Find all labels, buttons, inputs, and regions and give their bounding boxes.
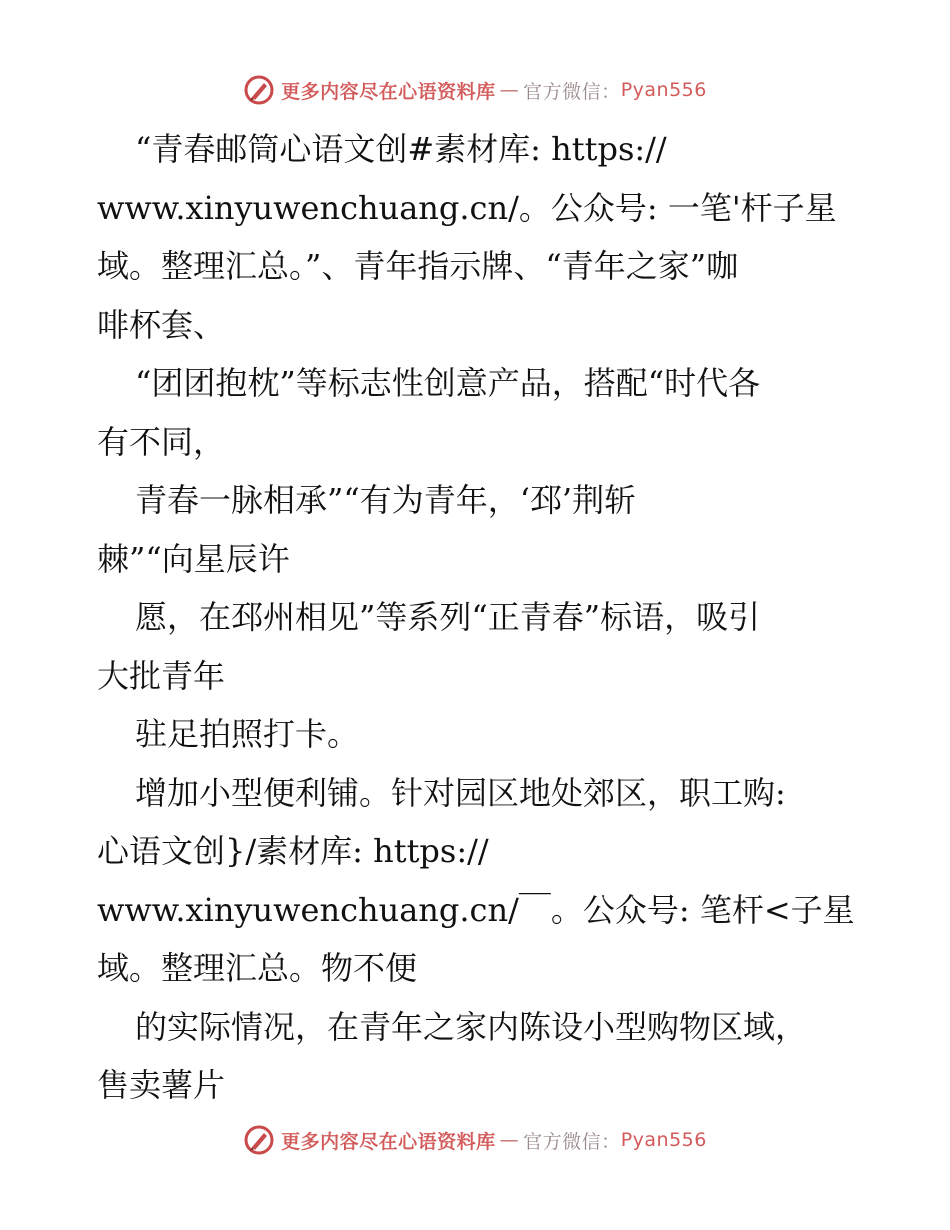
text-line: 愿，在邳州相见”等系列“正青春”标语，吸引 [135, 598, 761, 636]
document-body [97, 120, 887, 1115]
text-line: www.xinyuwenchuang.cn/。公众号: 一笔'杆子星 [97, 188, 837, 227]
watermark-dash: — [499, 79, 520, 101]
text-line: 售卖薯片 [97, 1066, 226, 1104]
text-line: 青春一脉相承”“有为青年，‘邳’荆斩 [135, 481, 637, 519]
watermark-account: Pyan556 [620, 1129, 707, 1151]
watermark-brand: 更多内容尽在心语资料库 [281, 1130, 496, 1153]
text-line: 增加小型便利铺。针对园区地处郊区，职工购: [135, 773, 786, 812]
text-line: 棘”“向星辰许 [97, 539, 290, 578]
text-line: 的实际情况，在青年之家内陈设小型购物区域， [135, 1007, 808, 1046]
text-line: 心语文创}/素材库: https:// [97, 832, 489, 870]
watermark-label: 官方微信： [523, 80, 621, 103]
text-line: 域。整理汇总。物不便 [97, 949, 418, 987]
text-line: 驻足拍照打卡。 [135, 715, 360, 753]
pen-logo-icon [243, 1124, 275, 1156]
footer-watermark [0, 1124, 950, 1156]
watermark-label: 官方微信： [523, 1130, 621, 1153]
text-line: 大批青年 [97, 656, 226, 695]
header-watermark [0, 74, 950, 106]
watermark-account: Pyan556 [620, 79, 707, 101]
watermark-dash: — [499, 1129, 520, 1151]
watermark-brand: 更多内容尽在心语资料库 [281, 80, 496, 103]
text-line: www.xinyuwenchuang.cn/￣。公众号: 笔杆<子星 [97, 890, 855, 929]
text-line: “青春邮筒心语文创#素材库: https:// [135, 130, 667, 168]
text-line: 有不同， [97, 422, 226, 461]
text-line: “团团抱枕”等标志性创意产品，搭配“时代各 [135, 364, 761, 402]
pen-logo-icon [243, 74, 275, 106]
text-line: 域。整理汇总。”、青年指示牌、“青年之家”咖 [97, 247, 739, 285]
text-line: 啡杯套、 [97, 305, 226, 344]
